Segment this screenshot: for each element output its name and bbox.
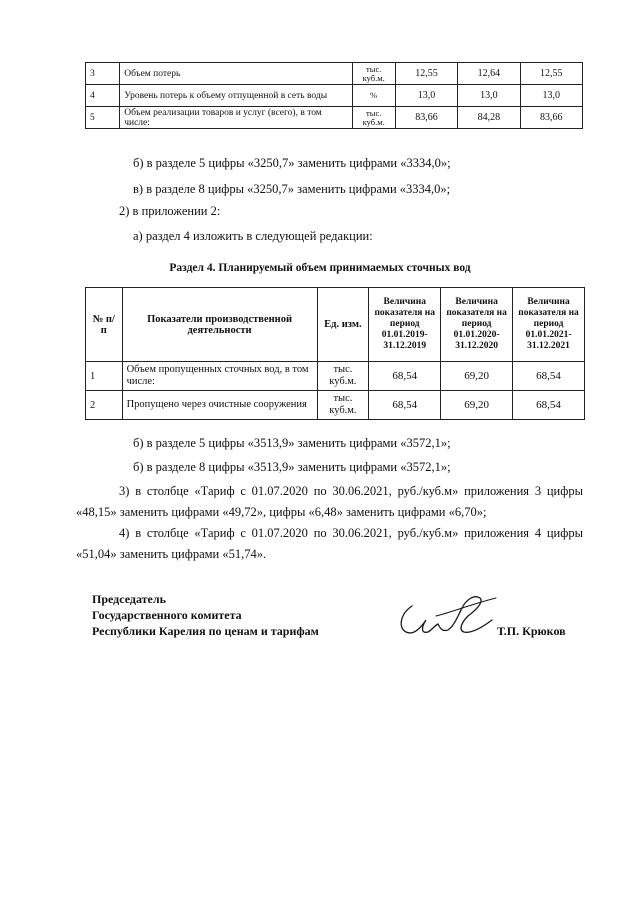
row-number: 4 <box>86 85 120 107</box>
paragraph-appendix3-line2: «48,15» заменить цифрами «49,72», цифры «6,48» заменить цифрами «6,70»; <box>76 505 487 519</box>
row-unit: тыс. куб.м. <box>352 107 395 129</box>
row-number: 3 <box>86 63 120 85</box>
paragraph-appendix3-line1: 3) в столбце «Тариф с 01.07.2020 по 30.06.2021, руб./куб.м» приложения 3 цифры <box>119 484 583 498</box>
row-unit: тыс. куб.м. <box>317 391 369 420</box>
signatory-name: Т.П. Крюков <box>497 624 566 638</box>
paragraph-b-section8-2: б) в разделе 8 цифры «3513,9» заменить цифрами «3572,1»; <box>133 460 451 474</box>
row-value-2019: 13,0 <box>395 85 457 107</box>
header-unit: Ед. изм. <box>317 288 369 362</box>
header-number: № п/п <box>86 288 123 362</box>
row-unit: % <box>352 85 395 107</box>
header-value-2020: Величина показателя на период 01.01.2020-31.12.2020 <box>441 288 513 362</box>
paragraph-appendix2: 2) в приложении 2: <box>119 204 221 218</box>
signatory-title-line: Председатель <box>92 592 166 606</box>
paragraph-b-section5: б) в разделе 5 цифры «3250,7» заменить цифрами «3334,0»; <box>133 156 451 170</box>
table-row <box>86 362 585 391</box>
row-number: 5 <box>86 107 120 129</box>
section-title: Раздел 4. Планируемый объем принимаемых сточных вод <box>169 262 471 274</box>
row-number: 2 <box>86 391 123 420</box>
row-value-2019: 68,54 <box>369 391 441 420</box>
table-section4 <box>85 287 585 420</box>
row-value-2020: 84,28 <box>458 107 520 129</box>
table-header-row <box>86 288 585 362</box>
header-value-2021: Величина показателя на период 01.01.2021-31.12.2021 <box>513 288 585 362</box>
paragraph-appendix4-line1: 4) в столбце «Тариф с 01.07.2020 по 30.06.2021, руб./куб.м» приложения 4 цифры <box>119 526 583 540</box>
row-value-2020: 69,20 <box>441 391 513 420</box>
header-value-2019: Величина показателя на период 01.01.2019-31.12.2019 <box>369 288 441 362</box>
table-top <box>85 62 583 129</box>
row-value-2021: 12,55 <box>520 63 582 85</box>
row-value-2021: 13,0 <box>520 85 582 107</box>
paragraph-b-section5-2: б) в разделе 5 цифры «3513,9» заменить цифрами «3572,1»; <box>133 436 451 450</box>
row-indicator: Объем потерь <box>120 63 352 85</box>
row-number: 1 <box>86 362 123 391</box>
table-row <box>86 63 583 85</box>
row-value-2021: 83,66 <box>520 107 582 129</box>
signatory-title-line: Республики Карелия по ценам и тарифам <box>92 624 319 638</box>
row-indicator: Пропущено через очистные сооружения <box>122 391 317 420</box>
paragraph-appendix4-line2: «51,04» заменить цифрами «51,74». <box>76 547 267 561</box>
row-value-2020: 69,20 <box>441 362 513 391</box>
signatory-title <box>92 591 319 639</box>
signatory-title-line: Государственного комитета <box>92 608 242 622</box>
row-unit: тыс. куб.м. <box>317 362 369 391</box>
handwritten-signature <box>392 586 502 646</box>
row-value-2019: 68,54 <box>369 362 441 391</box>
row-value-2019: 12,55 <box>395 63 457 85</box>
row-value-2020: 12,64 <box>458 63 520 85</box>
table-row <box>86 85 583 107</box>
row-indicator: Объем реализации товаров и услуг (всего), в том числе: <box>120 107 352 129</box>
paragraph-v-section8: в) в разделе 8 цифры «3250,7» заменить цифрами «3334,0»; <box>133 182 451 196</box>
row-value-2019: 83,66 <box>395 107 457 129</box>
paragraph-a-section4: а) раздел 4 изложить в следующей редакции: <box>133 229 373 243</box>
row-value-2021: 68,54 <box>513 362 585 391</box>
row-unit: тыс. куб.м. <box>352 63 395 85</box>
table-row <box>86 107 583 129</box>
row-value-2020: 13,0 <box>458 85 520 107</box>
row-indicator: Объем пропущенных сточных вод, в том числе: <box>122 362 317 391</box>
row-indicator: Уровень потерь к объему отпущенной в сеть воды <box>120 85 352 107</box>
table-row <box>86 391 585 420</box>
header-indicator: Показатели производственной деятельности <box>122 288 317 362</box>
row-value-2021: 68,54 <box>513 391 585 420</box>
